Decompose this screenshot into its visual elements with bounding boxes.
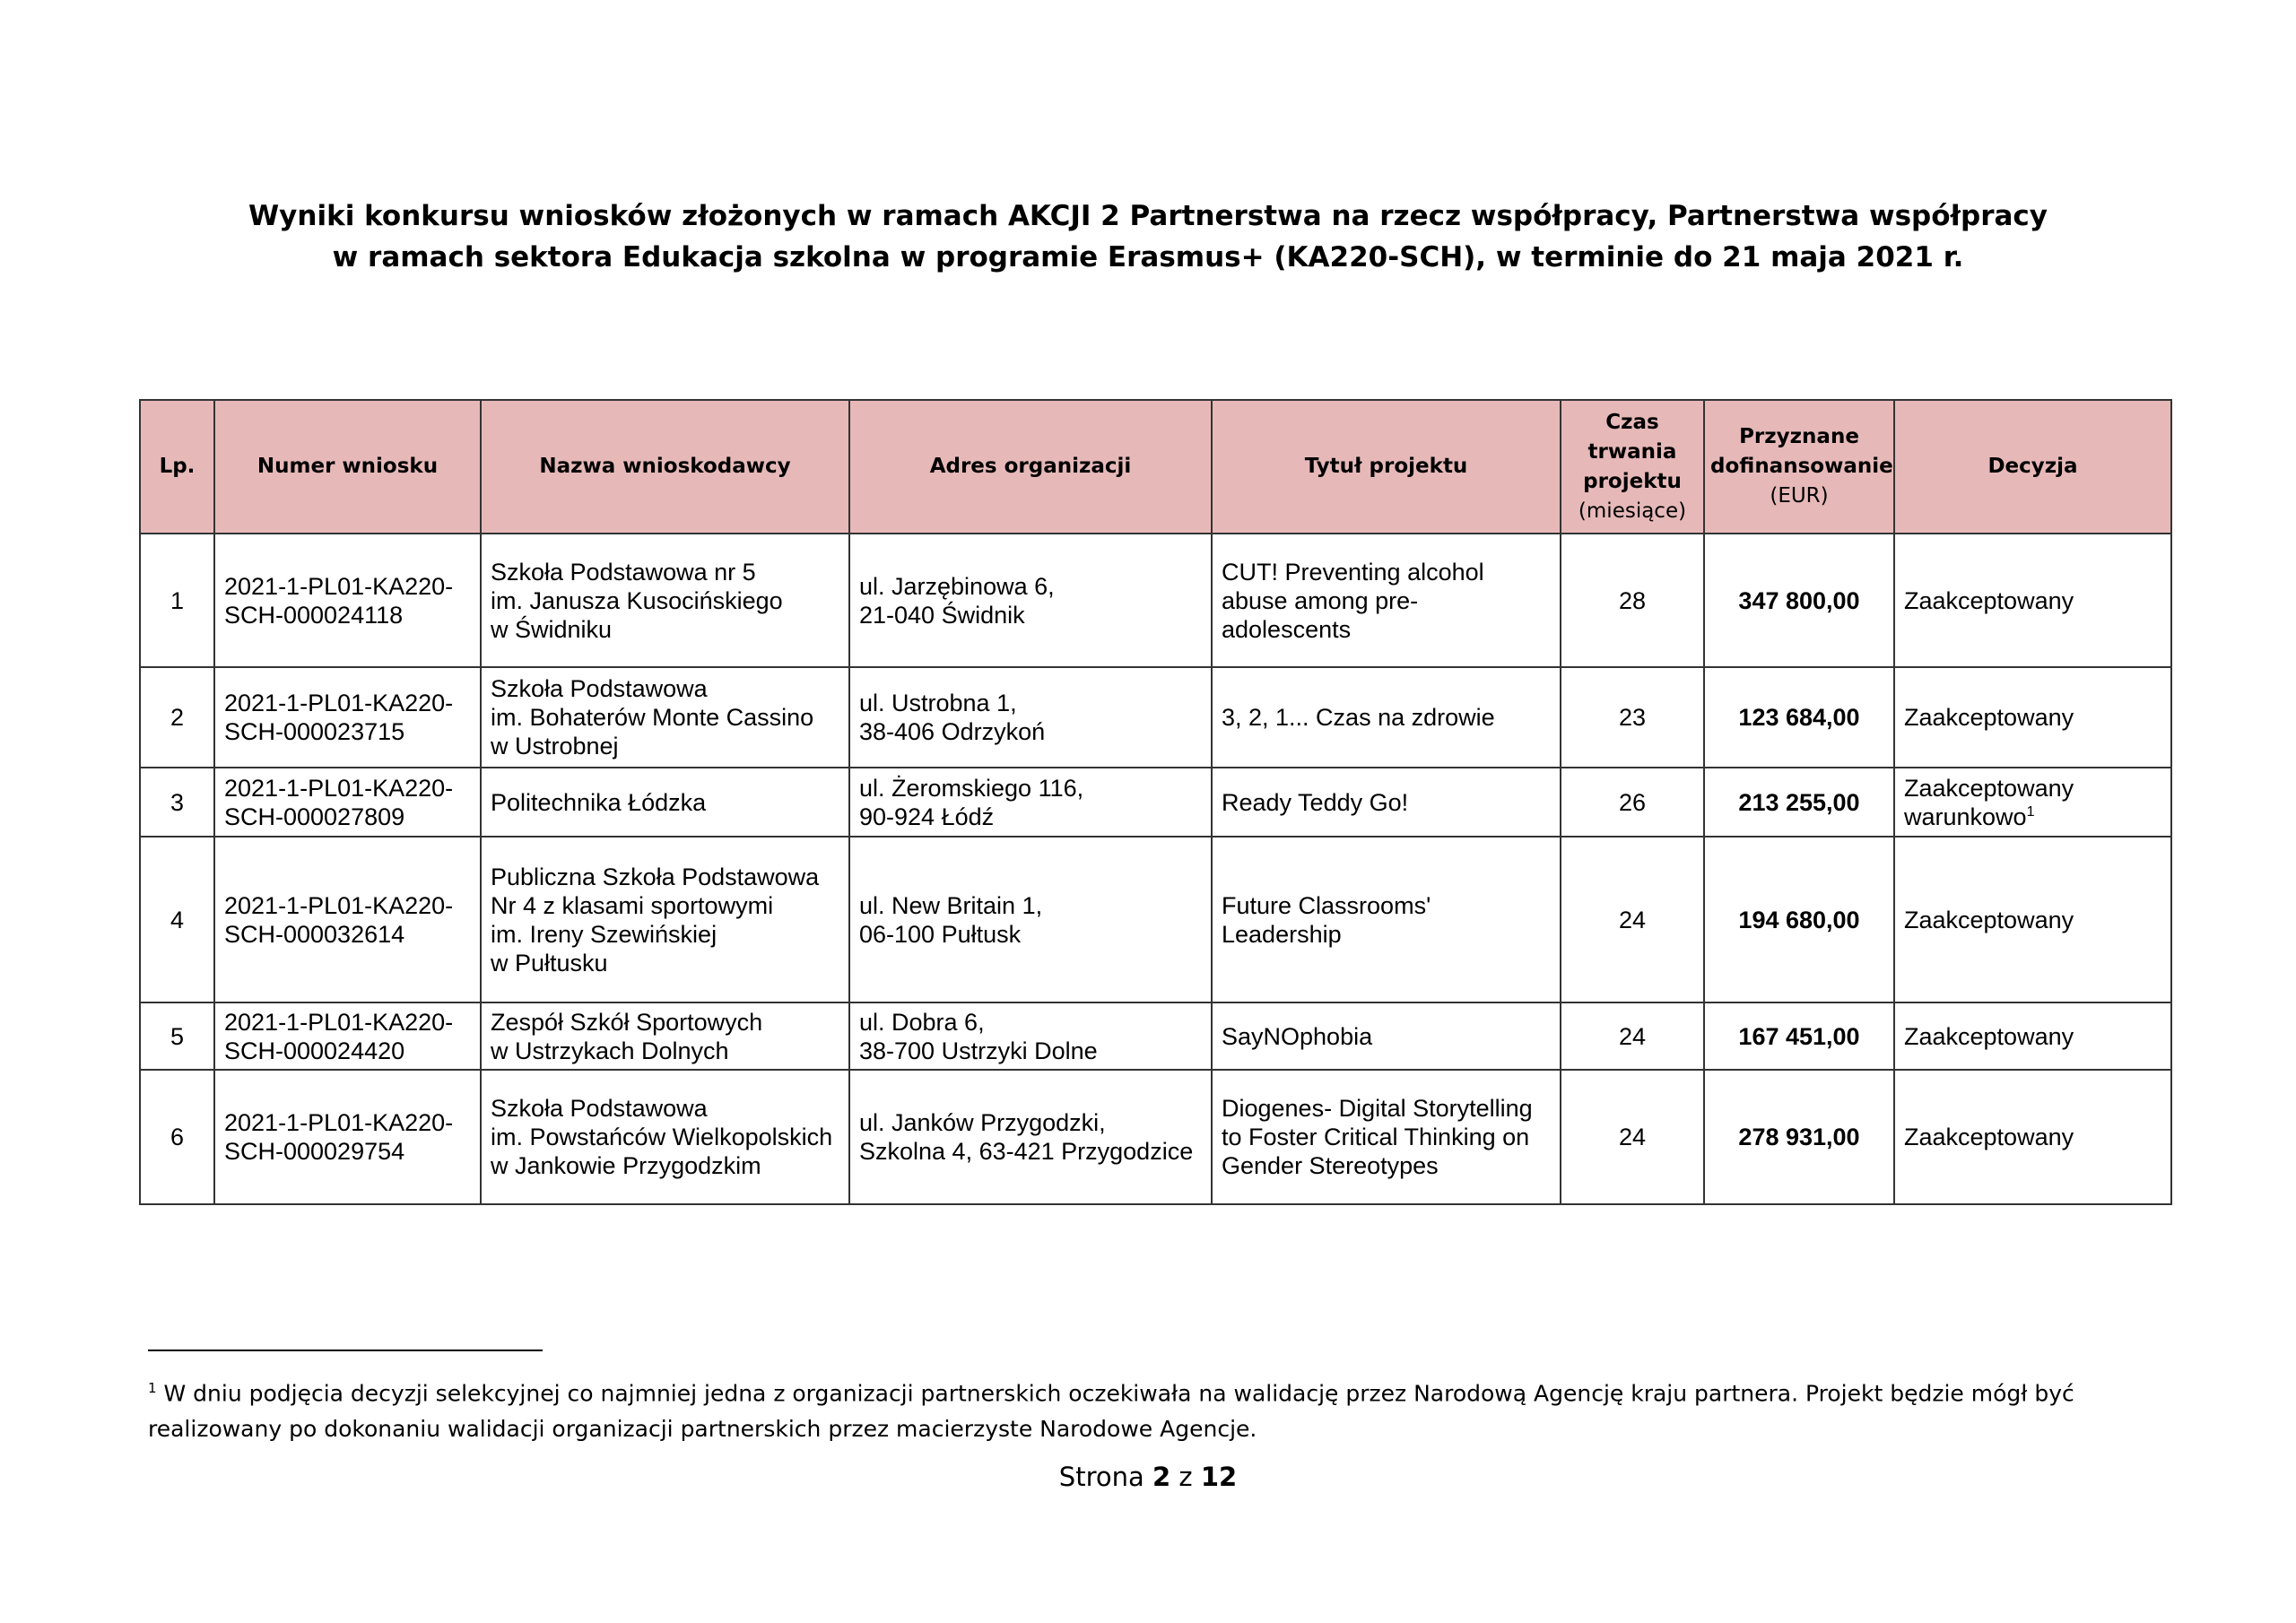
page-current: 2: [1152, 1462, 1171, 1492]
cell-decyzja: [1894, 1002, 2171, 1070]
cell-nazwa-wnioskodawcy: Szkoła Podstawowa im. Bohaterów Monte Cassino w Ustrobnej: [481, 667, 849, 768]
cell-adres-organizacji: ul. Jarzębinowa 6, 21-040 Świdnik: [849, 534, 1212, 667]
decision-text: Zaakceptowany warunkowo: [1904, 774, 2074, 830]
page-prefix: Strona: [1058, 1462, 1144, 1492]
table-row: [140, 1002, 2171, 1070]
cell-lp: 4: [140, 837, 214, 1002]
cell-numer-wniosku: 2021-1-PL01-KA220- SCH-000023715: [214, 667, 481, 768]
cell-decyzja: [1894, 837, 2171, 1002]
page-number: [0, 1462, 2296, 1492]
footnote-number: 1: [148, 1380, 157, 1396]
cell-tytul-projektu: CUT! Preventing alcohol abuse among pre- adolescents: [1212, 534, 1561, 667]
cell-dofinansowanie: 347 800,00: [1704, 534, 1894, 667]
cell-decyzja: [1894, 667, 2171, 768]
header-numer-wniosku: Numer wniosku: [214, 400, 481, 534]
decision-text: Zaakceptowany: [1904, 704, 2074, 731]
cell-nazwa-wnioskodawcy: Publiczna Szkoła Podstawowa Nr 4 z klasami sportowymi im. Ireny Szewińskiej w Pułtusku: [481, 837, 849, 1002]
decision-text: Zaakceptowany: [1904, 586, 2074, 614]
cell-nazwa-wnioskodawcy: Szkoła Podstawowa im. Powstańców Wielkopolskich w Jankowie Przygodzkim: [481, 1070, 849, 1204]
cell-dofinansowanie: 278 931,00: [1704, 1070, 1894, 1204]
cell-adres-organizacji: ul. Dobra 6, 38-700 Ustrzyki Dolne: [849, 1002, 1212, 1070]
table-row: [140, 837, 2171, 1002]
decision-text: Zaakceptowany: [1904, 1022, 2074, 1050]
header-czas-unit: (miesiące): [1578, 499, 1687, 523]
cell-lp: 1: [140, 534, 214, 667]
page-total: 12: [1200, 1462, 1238, 1492]
cell-nazwa-wnioskodawcy: Szkoła Podstawowa nr 5 im. Janusza Kusocińskiego w Świdniku: [481, 534, 849, 667]
header-czas-label: Czas trwania projektu: [1583, 410, 1682, 493]
cell-adres-organizacji: ul. Janków Przygodzki, Szkolna 4, 63-421 Przygodzice: [849, 1070, 1212, 1204]
cell-adres-organizacji: ul. Żeromskiego 116, 90-924 Łódź: [849, 768, 1212, 837]
cell-czas-trwania: 26: [1561, 768, 1704, 837]
header-decyzja: Decyzja: [1894, 400, 2171, 534]
table-row: [140, 768, 2171, 837]
header-adres-organizacji: Adres organizacji: [849, 400, 1212, 534]
cell-dofinansowanie: 123 684,00: [1704, 667, 1894, 768]
cell-czas-trwania: 23: [1561, 667, 1704, 768]
cell-tytul-projektu: 3, 2, 1... Czas na zdrowie: [1212, 667, 1561, 768]
cell-numer-wniosku: 2021-1-PL01-KA220- SCH-000032614: [214, 837, 481, 1002]
footnote-separator: [148, 1350, 543, 1351]
cell-czas-trwania: 24: [1561, 1070, 1704, 1204]
cell-numer-wniosku: 2021-1-PL01-KA220- SCH-000029754: [214, 1070, 481, 1204]
cell-decyzja: [1894, 1070, 2171, 1204]
cell-lp: 6: [140, 1070, 214, 1204]
cell-adres-organizacji: ul. Ustrobna 1, 38-406 Odrzykoń: [849, 667, 1212, 768]
results-table: [139, 399, 2172, 1205]
decision-text: Zaakceptowany: [1904, 1124, 2074, 1150]
cell-tytul-projektu: Diogenes- Digital Storytelling to Foster Critical Thinking on Gender Stereotypes: [1212, 1070, 1561, 1204]
decision-text: Zaakceptowany: [1904, 906, 2074, 933]
table-row: [140, 534, 2171, 667]
page-separator: z: [1178, 1462, 1193, 1492]
cell-lp: 2: [140, 667, 214, 768]
cell-lp: 3: [140, 768, 214, 837]
table-header-row: [140, 400, 2171, 534]
footnote-text: W dniu podjęcia decyzji selekcyjnej co najmniej jedna z organizacji partnerskich oczekiwała na walidację przez Narodową Agencję kraju partnera. Projekt będzie mógł być realizowany po dokonaniu walidacji organizacji partnerskich przez macierzyste Narodowe Agencje.: [148, 1380, 2074, 1443]
header-lp: Lp.: [140, 400, 214, 534]
cell-numer-wniosku: 2021-1-PL01-KA220- SCH-000024118: [214, 534, 481, 667]
cell-czas-trwania: 24: [1561, 1002, 1704, 1070]
title-line-1: Wyniki konkursu wniosków złożonych w ramach AKCJI 2 Partnerstwa na rzecz współpracy, Partnerstwa współpracy: [248, 200, 2048, 232]
cell-tytul-projektu: Ready Teddy Go!: [1212, 768, 1561, 837]
header-dofinansowanie: [1704, 400, 1894, 534]
footnote-reference: 1: [2026, 803, 2035, 820]
header-tytul-projektu: Tytuł projektu: [1212, 400, 1561, 534]
cell-dofinansowanie: 194 680,00: [1704, 837, 1894, 1002]
footnote: [148, 1370, 2184, 1447]
cell-nazwa-wnioskodawcy: Zespół Szkół Sportowych w Ustrzykach Dolnych: [481, 1002, 849, 1070]
table-row: [140, 667, 2171, 768]
header-kwota-label: Przyznane dofinansowanie: [1710, 425, 1893, 478]
cell-czas-trwania: 28: [1561, 534, 1704, 667]
cell-lp: 5: [140, 1002, 214, 1070]
header-nazwa-wnioskodawcy: Nazwa wnioskodawcy: [481, 400, 849, 534]
document-title: [0, 195, 2296, 278]
cell-dofinansowanie: 167 451,00: [1704, 1002, 1894, 1070]
cell-numer-wniosku: 2021-1-PL01-KA220- SCH-000024420: [214, 1002, 481, 1070]
cell-czas-trwania: 24: [1561, 837, 1704, 1002]
cell-decyzja: [1894, 534, 2171, 667]
cell-numer-wniosku: 2021-1-PL01-KA220- SCH-000027809: [214, 768, 481, 837]
header-czas-trwania: [1561, 400, 1704, 534]
cell-tytul-projektu: Future Classrooms' Leadership: [1212, 837, 1561, 1002]
cell-nazwa-wnioskodawcy: Politechnika Łódzka: [481, 768, 849, 837]
header-kwota-unit: (EUR): [1770, 484, 1829, 508]
table-row: [140, 1070, 2171, 1204]
cell-dofinansowanie: 213 255,00: [1704, 768, 1894, 837]
cell-adres-organizacji: ul. New Britain 1, 06-100 Pułtusk: [849, 837, 1212, 1002]
cell-tytul-projektu: SayNOphobia: [1212, 1002, 1561, 1070]
cell-decyzja: [1894, 768, 2171, 837]
title-line-2: w ramach sektora Edukacja szkolna w programie Erasmus+ (KA220-SCH), w terminie do 21 maja 2021 r.: [332, 241, 1964, 273]
